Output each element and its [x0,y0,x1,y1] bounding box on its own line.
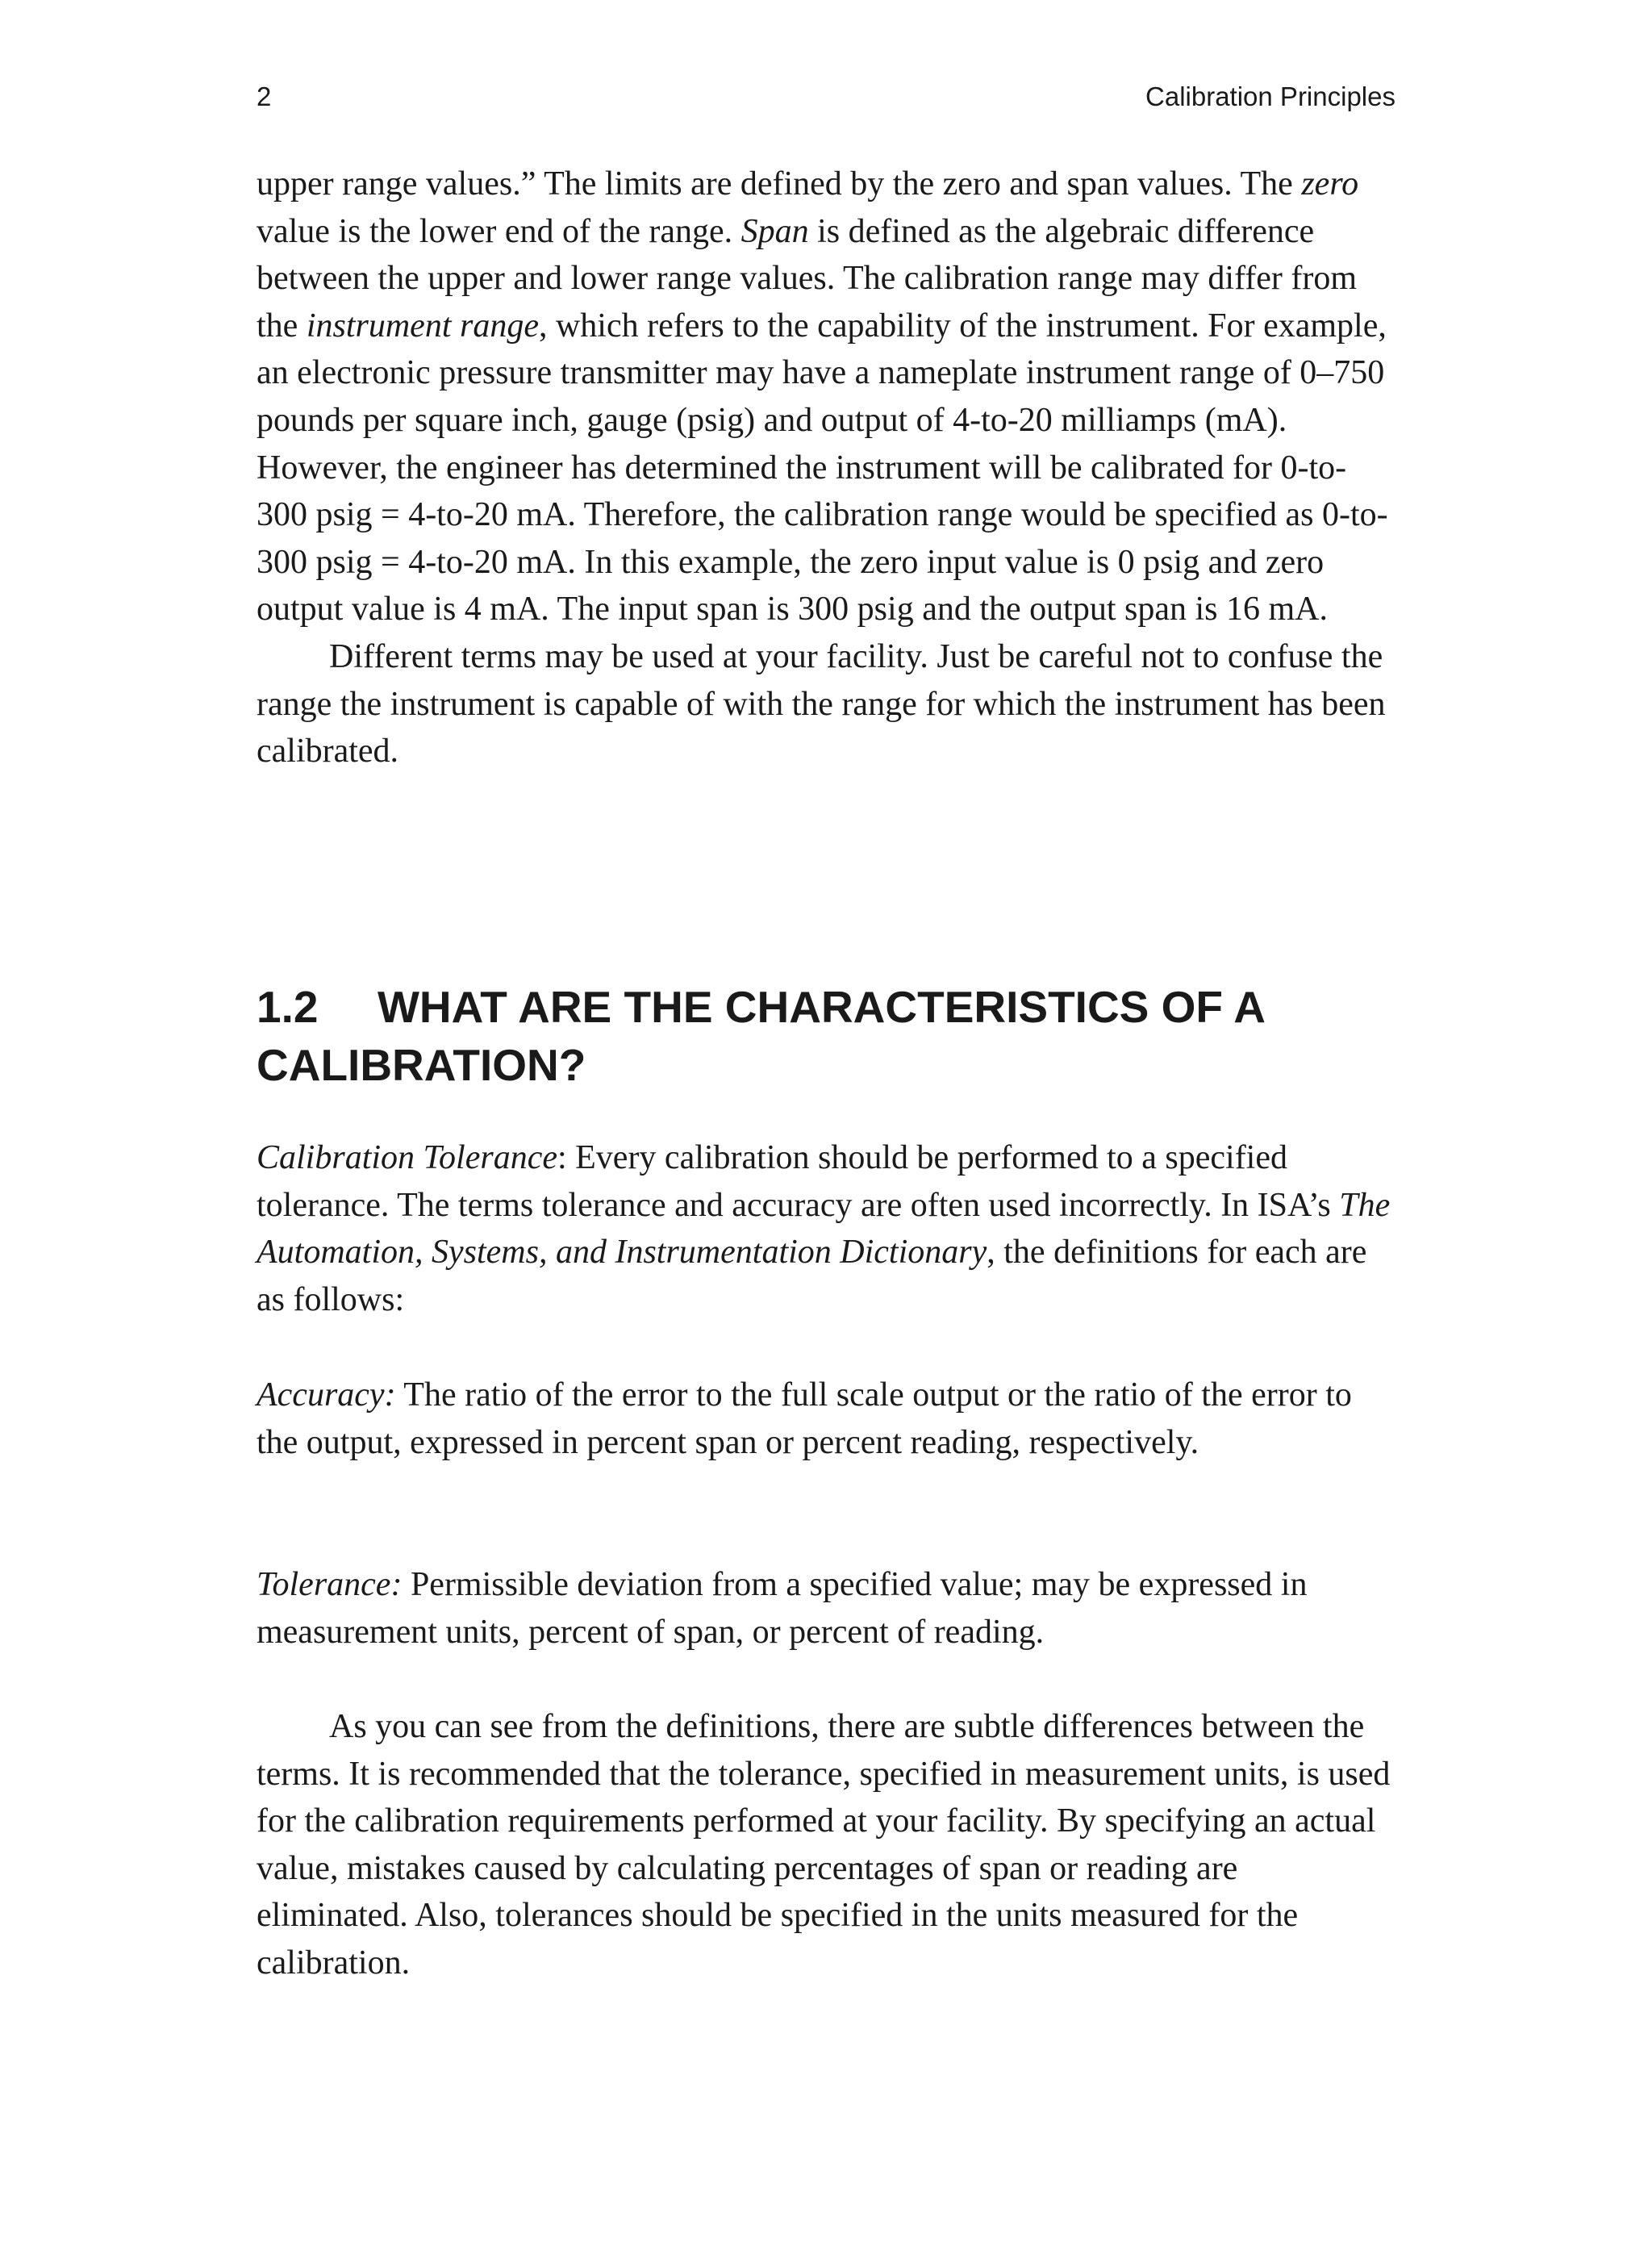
italic-term: The Automation, Systems, and Instrumentation Dictionary [257,1186,1391,1272]
section-1-text [257,161,1395,775]
section-title: WHAT ARE THE CHARACTERISTICS OF A CALIBRATION? [257,982,1264,1090]
text-run: , which refers to the capability of the instrument. For example, an electronic pressure transmitter may have a nameplate instrument range of 0–750 pounds per square inch, gauge (psig) and output of 4-to-20 milliamps (mA). However, the engineer has determined the instrument will be calibrated for 0-to-300 psig = 4-to-20 mA. Therefore, the calibration range would be specified as 0-to-300 psig = 4-to-20 mA. In this example, the zero input value is 0 psig and zero output value is 4 mA. The input span is 300 psig and the output span is 16 mA. [257,307,1388,629]
italic-term: Accuracy: [257,1376,396,1414]
text-run: , the definitions for each are as follows: [257,1234,1367,1318]
tolerance-definition-block [257,1561,1395,1656]
range-definition-paragraph [257,161,1395,633]
text-run: Permissible deviation from a specified value; may be expressed in measurement units, percent of span, or percent of reading. [257,1566,1308,1651]
text-run: The ratio of the error to the full scale output or the ratio of the error to the output, expressed in percent span or percent reading, respectively. [257,1376,1352,1461]
italic-term: instrument range [306,307,539,345]
text-run: is defined as the algebraic difference between the upper and lower range values. The calibration range may differ from the [257,212,1358,345]
section-heading [257,978,1395,1094]
text-run: value is the lower end of the range. [257,212,741,250]
terms-caution-paragraph: Different terms may be used at your facility. Just be careful not to confuse the range the instrument is capable of with the range for which the instrument has been calibrated. [257,637,1386,771]
tolerance-recommendation-paragraph: As you can see from the definitions, there are subtle differences between the terms. It is recommended that the tolerance, specified in measurement units, is used for the calibration requirements performed at your facility. By specifying an actual value, mistakes caused by calculating percentages of span or reading are eliminated. Also, tolerances should be specified in the units measured for the calibration. [257,1708,1391,1982]
section-number: 1.2 [257,982,319,1032]
calibration-tolerance-paragraph [257,1134,1395,1323]
italic-term: zero [1301,165,1359,203]
page-number: 2 [257,81,272,111]
text-run: upper range values.” The limits are defined by the zero and span values. The [257,165,1302,203]
calibration-tolerance-paragraph-block [257,1134,1395,1323]
running-title: Calibration Principles [1145,81,1395,111]
accuracy-definition-block [257,1372,1395,1466]
text-run: : Every calibration should be performed to a specified tolerance. The terms tolerance and accuracy are often used incorrectly. In ISA’s [257,1139,1340,1224]
italic-term: Calibration Tolerance [257,1139,557,1176]
italic-term: Tolerance: [257,1566,403,1603]
italic-term: Span [740,212,809,250]
accuracy-definition [257,1372,1395,1466]
tolerance-recommendation-block [257,1703,1395,1987]
tolerance-definition [257,1561,1395,1656]
running-header [257,79,1395,115]
